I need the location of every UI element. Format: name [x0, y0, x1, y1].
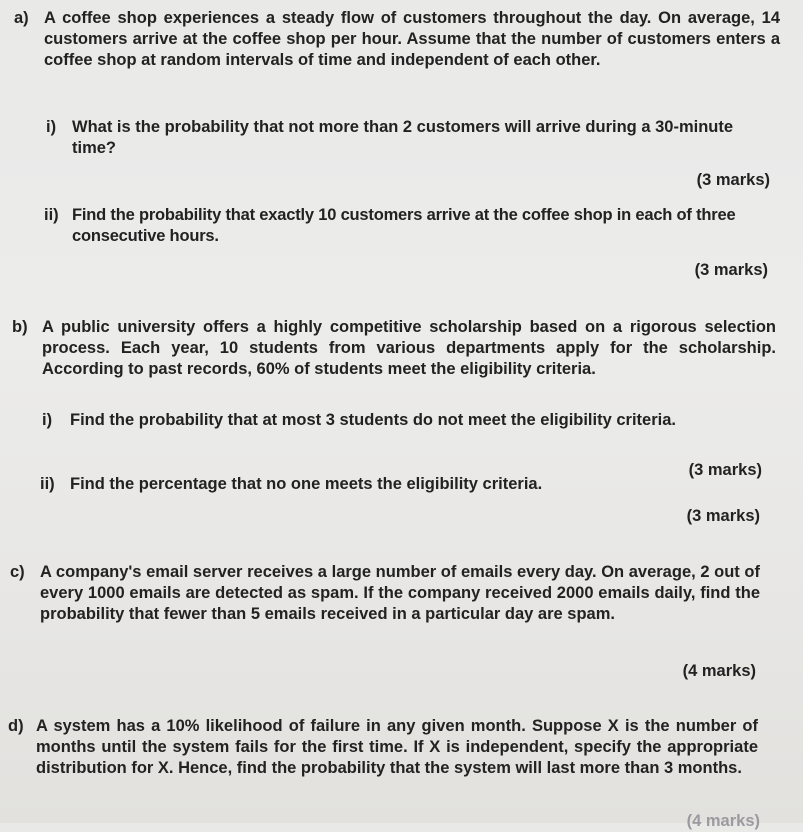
question-a-ii-label: ii) — [44, 206, 59, 224]
question-b-i-label: i) — [42, 411, 53, 429]
question-d-text: A system has a 10% likelihood of failure in any given month. Suppose X is the number of months until the system fails for the first time. If X is independent, specify the appropriate distribution for X. Hence, find the probability that the system will last more than 3 months. — [36, 717, 758, 777]
question-c-text: A company's email server receives a large number of emails every day. On average, 2 out of every 1000 emails are detected as spam. If the company received 2000 emails daily, find the probability that fewer than 5 emails received in a particular day are spam. — [40, 563, 760, 623]
question-b-ii-text: Find the percentage that no one meets the eligibility criteria. — [70, 475, 543, 493]
question-a-i-label: i) — [46, 118, 57, 136]
question-c-marks: (4 marks) — [682, 662, 756, 680]
question-a-i-text: What is the probability that not more than 2 customers will arrive during a 30-minute time? — [72, 118, 734, 157]
question-a-i-marks: (3 marks) — [696, 171, 770, 189]
question-d-marks: (4 marks) — [686, 812, 760, 830]
question-a-ii-text: Find the probability that exactly 10 customers arrive at the coffee shop in each of three consecutive hours. — [72, 206, 736, 245]
question-b-ii-marks: (3 marks) — [686, 507, 760, 525]
question-d-label: d) — [8, 717, 24, 735]
question-b-i-text: Find the probability that at most 3 students do not meet the eligibility criteria. — [70, 411, 676, 429]
question-a-label: a) — [14, 9, 29, 27]
question-b-ii-label: ii) — [40, 475, 55, 493]
question-b-label: b) — [12, 318, 28, 336]
question-a-ii-marks: (3 marks) — [694, 261, 768, 279]
question-b-i-marks: (3 marks) — [688, 461, 762, 479]
question-b-text: A public university offers a highly competitive scholarship based on a rigorous selection process. Each year, 10 students from various departments apply for the scholarship. According to past records, 60% of students meet the eligibility criteria. — [42, 318, 776, 378]
question-a-text: A coffee shop experiences a steady flow of customers throughout the day. On average, 14 customers arrive at the coffee shop per hour. Assume that the number of customers enters a coffee shop at random intervals of time and independent of each other. — [44, 9, 780, 69]
question-c-label: c) — [10, 563, 25, 581]
